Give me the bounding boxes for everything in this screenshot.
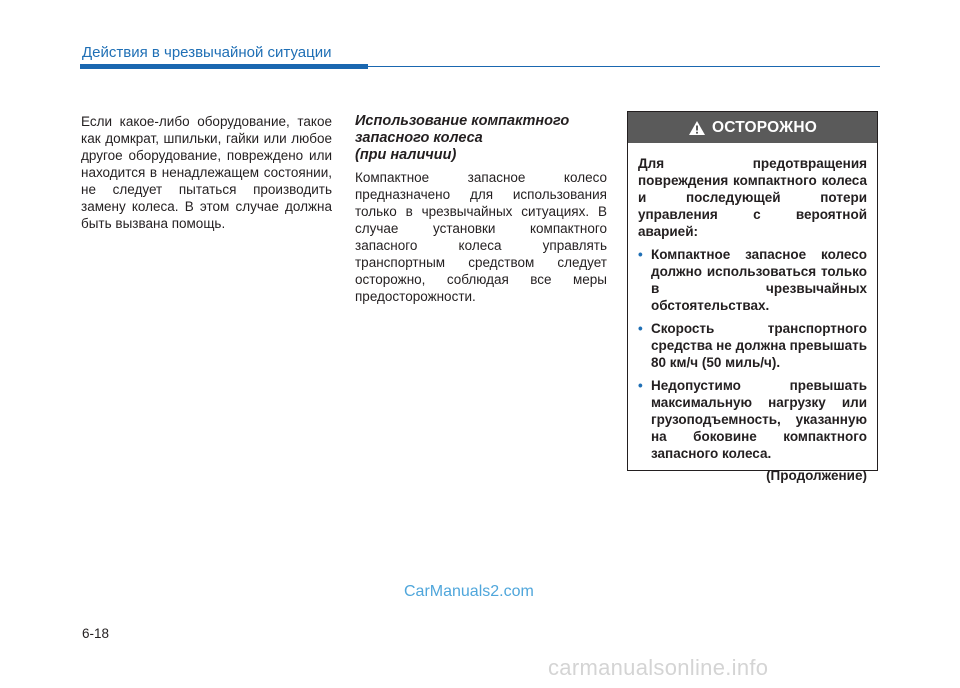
watermark-link[interactable]: CarManuals2.com xyxy=(404,583,534,600)
warning-intro: Для предотвращения повреждения компактного колеса и последующей потери управления с вероятной аварией: xyxy=(638,156,867,239)
warning-item-text: Компактное запасное колесо должно использоваться только в чрезвычайных обстоятельствах. xyxy=(651,247,867,313)
bullet-icon: • xyxy=(638,378,643,393)
warning-title: ОСТОРОЖНО xyxy=(711,118,818,136)
page-number: 6-18 xyxy=(82,626,110,641)
header-rule-thin xyxy=(368,66,880,67)
subsection-heading xyxy=(355,113,607,164)
subsection-heading-line2: запасного колеса xyxy=(355,130,483,146)
subsection-heading-line1: Использование компактного xyxy=(355,113,570,129)
warning-list-item xyxy=(638,246,867,314)
warning-list-item xyxy=(638,320,867,371)
middle-column-text: Компактное запасное колесо предназначено для использования только в чрезвычайных ситуациях. В случае установки компактного запасного колеса управлять транспортным средством следует осторожно, соблюдая все меры предосторожности. xyxy=(355,170,607,304)
warning-box xyxy=(627,111,878,483)
bullet-icon: • xyxy=(638,321,643,336)
subsection-heading-line3: (при наличии) xyxy=(355,147,457,163)
left-column-text: Если какое-либо оборудование, такое как домкрат, шпильки, гайки или любое другое оборудование, повреждено или находится в ненадлежащем состоянии, не следует пытаться производить замену колеса. В этом случае должна быть вызвана помощь. xyxy=(81,114,332,231)
warning-body xyxy=(628,143,877,484)
bullet-icon: • xyxy=(638,247,643,262)
warning-list xyxy=(638,246,867,462)
warning-header xyxy=(628,112,877,143)
middle-column xyxy=(355,113,607,305)
watermark-bottom: carmanualsonline.info xyxy=(548,655,769,680)
warning-triangle-icon xyxy=(688,120,706,136)
warning-item-text: Скорость транспортного средства не должна превышать 80 км/ч (50 миль/ч). xyxy=(651,321,868,370)
warning-list-item xyxy=(638,377,867,462)
warning-item-text: Недопустимо превышать максимальную нагрузку или грузоподъемность, указанную на боковине компактного запасного колеса. xyxy=(651,378,867,461)
section-title: Действия в чрезвычайной ситуации xyxy=(82,44,332,61)
continued-label: (Продолжение) xyxy=(766,468,867,483)
header-rule-thick xyxy=(80,64,368,69)
